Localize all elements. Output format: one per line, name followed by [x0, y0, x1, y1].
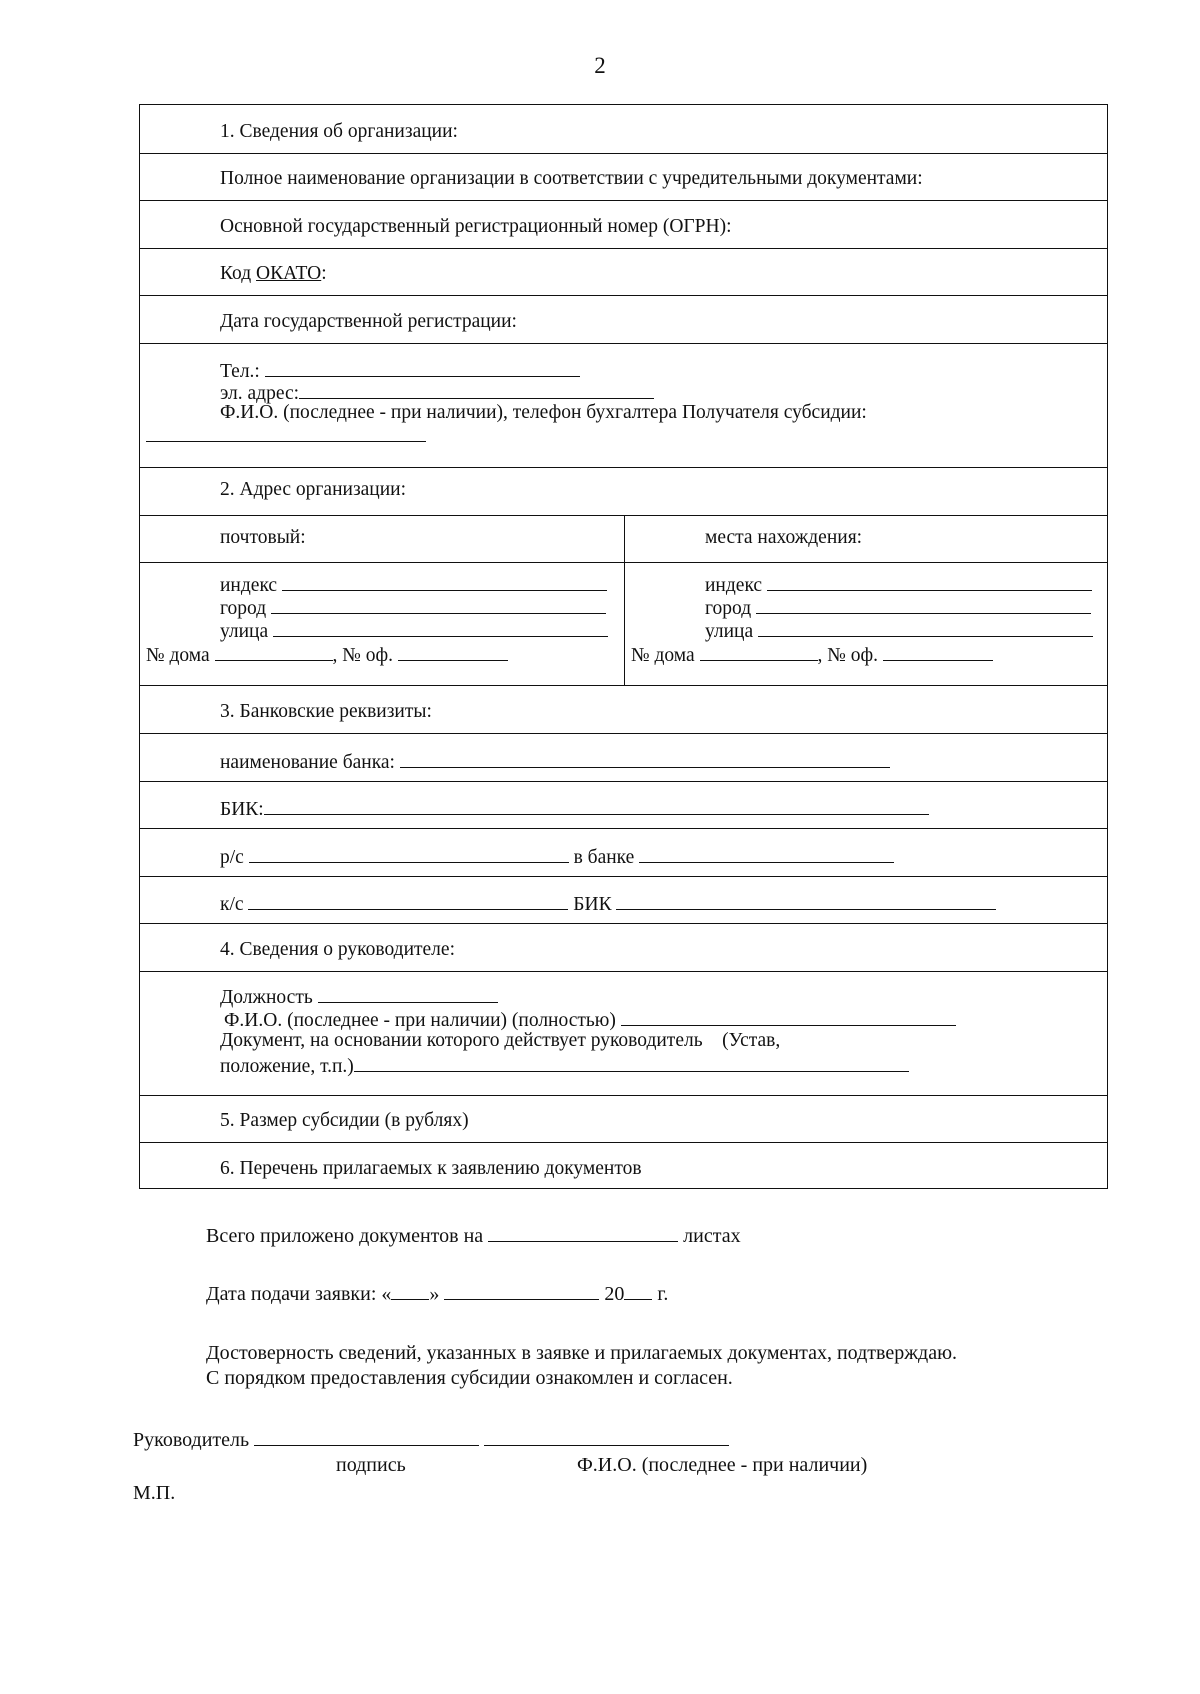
total-docs-row: [206, 1224, 741, 1246]
location-street-row: [705, 619, 1093, 642]
postal-index-field[interactable]: [282, 573, 607, 591]
location-header: места нахождения:: [705, 527, 863, 548]
date-month-field[interactable]: [444, 1282, 599, 1300]
in-bank-label: в банке: [573, 847, 635, 868]
postal-house-field[interactable]: [215, 643, 333, 661]
total-docs-suffix: листах: [683, 1225, 741, 1247]
okato-row: [220, 264, 327, 284]
location-office-label: , № оф.: [817, 645, 879, 666]
application-form-table: [139, 104, 1108, 1189]
email-label: эл. адрес:: [220, 383, 300, 404]
submission-date-row: [206, 1282, 668, 1304]
section4-title: 4. Сведения о руководителе:: [220, 939, 455, 960]
bik-label: БИК:: [220, 799, 264, 820]
postal-index-label: индекс: [220, 575, 278, 596]
postal-office-label: , № оф.: [332, 645, 394, 666]
postal-house-label: № дома: [146, 645, 210, 666]
location-index-field[interactable]: [767, 573, 1092, 591]
rs-field[interactable]: [249, 845, 569, 863]
document-basis-row: [220, 1054, 909, 1077]
postal-office-field[interactable]: [398, 643, 508, 661]
email-row: [220, 381, 654, 404]
tel-field[interactable]: [265, 359, 580, 377]
bik2-field[interactable]: [616, 892, 996, 910]
okato-suffix: :: [321, 263, 327, 284]
date-year-prefix: 20: [604, 1283, 625, 1305]
confirm-line-1: Достоверность сведений, указанных в заявке и прилагаемых документах, подтверждаю.: [206, 1342, 958, 1364]
location-house-label: № дома: [631, 645, 695, 666]
stamp-label: М.П.: [133, 1482, 176, 1504]
postal-street-field[interactable]: [273, 619, 608, 637]
head-fio-field[interactable]: [484, 1428, 729, 1446]
bank-name-row: [220, 750, 890, 773]
location-city-field[interactable]: [756, 596, 1091, 614]
submission-date-label: Дата подачи заявки: «: [206, 1283, 392, 1305]
director-fio-label: Ф.И.О. (последнее - при наличии) (полностью): [224, 1010, 616, 1031]
confirm-line-2: С порядком предоставления субсидии ознакомлен и согласен.: [206, 1367, 733, 1389]
email-field[interactable]: [299, 381, 654, 399]
fio-caption: Ф.И.О. (последнее - при наличии): [577, 1454, 868, 1476]
location-city-row: [705, 596, 1091, 619]
bank-name-field[interactable]: [400, 750, 890, 768]
tel-label: Тел.:: [220, 361, 260, 382]
director-fio-row: [224, 1008, 956, 1031]
postal-index-row: [220, 573, 607, 596]
in-bank-field[interactable]: [639, 845, 894, 863]
tel-row: [220, 359, 580, 382]
date-day-field[interactable]: [391, 1282, 429, 1300]
accountant-label: Ф.И.О. (последнее - при наличии), телефон бухгалтера Получателя субсидии:: [220, 402, 867, 423]
position-row: [220, 985, 498, 1008]
postal-street-label: улица: [220, 621, 269, 642]
date-year-field[interactable]: [624, 1282, 652, 1300]
postal-city-label: город: [220, 598, 267, 619]
full-name-label: Полное наименование организации в соответствии с учредительными документами:: [220, 168, 923, 189]
head-signature-field[interactable]: [254, 1428, 479, 1446]
bank-name-label: наименование банка:: [220, 752, 395, 773]
okato-link[interactable]: ОКАТО: [256, 263, 322, 284]
ks-row: [220, 892, 996, 915]
okato-prefix: Код: [220, 263, 257, 284]
ks-label: к/с: [220, 894, 244, 915]
date-suffix: г.: [657, 1283, 669, 1305]
postal-city-row: [220, 596, 606, 619]
location-index-row: [705, 573, 1092, 596]
location-city-label: город: [705, 598, 752, 619]
document-basis-label: Документ, на основании которого действует руководитель (Устав,: [220, 1030, 781, 1051]
total-docs-prefix: Всего приложено документов на: [206, 1225, 484, 1247]
section1-title: 1. Сведения об организации:: [220, 121, 458, 142]
ogrn-label: Основной государственный регистрационный номер (ОГРН):: [220, 216, 732, 237]
rs-label: р/с: [220, 847, 244, 868]
postal-street-row: [220, 619, 608, 642]
total-docs-field[interactable]: [488, 1224, 678, 1242]
section2-title: 2. Адрес организации:: [220, 479, 407, 500]
document-basis-label2: положение, т.п.): [220, 1056, 354, 1077]
head-label: Руководитель: [133, 1429, 250, 1451]
postal-house-row: [146, 643, 508, 666]
location-office-field[interactable]: [883, 643, 993, 661]
location-index-label: индекс: [705, 575, 763, 596]
location-house-field[interactable]: [700, 643, 818, 661]
document-basis-field[interactable]: [354, 1054, 909, 1072]
head-signature-row: [133, 1428, 729, 1450]
postal-header: почтовый:: [220, 527, 306, 548]
section6-title: 6. Перечень прилагаемых к заявлению документов: [220, 1158, 642, 1179]
position-label: Должность: [220, 987, 313, 1008]
accountant-field[interactable]: [146, 424, 426, 442]
bik-field[interactable]: [264, 797, 929, 815]
date-quote-close: »: [429, 1283, 440, 1305]
page-number: 2: [594, 53, 606, 78]
reg-date-label: Дата государственной регистрации:: [220, 311, 517, 332]
bik2-label: БИК: [573, 894, 612, 915]
director-fio-field[interactable]: [621, 1008, 956, 1026]
accountant-row: [146, 424, 426, 447]
location-house-row: [631, 643, 993, 666]
location-street-field[interactable]: [758, 619, 1093, 637]
ks-field[interactable]: [248, 892, 568, 910]
bik-row: [220, 797, 929, 820]
postal-city-field[interactable]: [271, 596, 606, 614]
rs-row: [220, 845, 894, 868]
section3-title: 3. Банковские реквизиты:: [220, 701, 432, 722]
section5-title: 5. Размер субсидии (в рублях): [220, 1110, 469, 1131]
position-field[interactable]: [318, 985, 498, 1003]
signature-caption: подпись: [336, 1454, 406, 1476]
location-street-label: улица: [705, 621, 754, 642]
